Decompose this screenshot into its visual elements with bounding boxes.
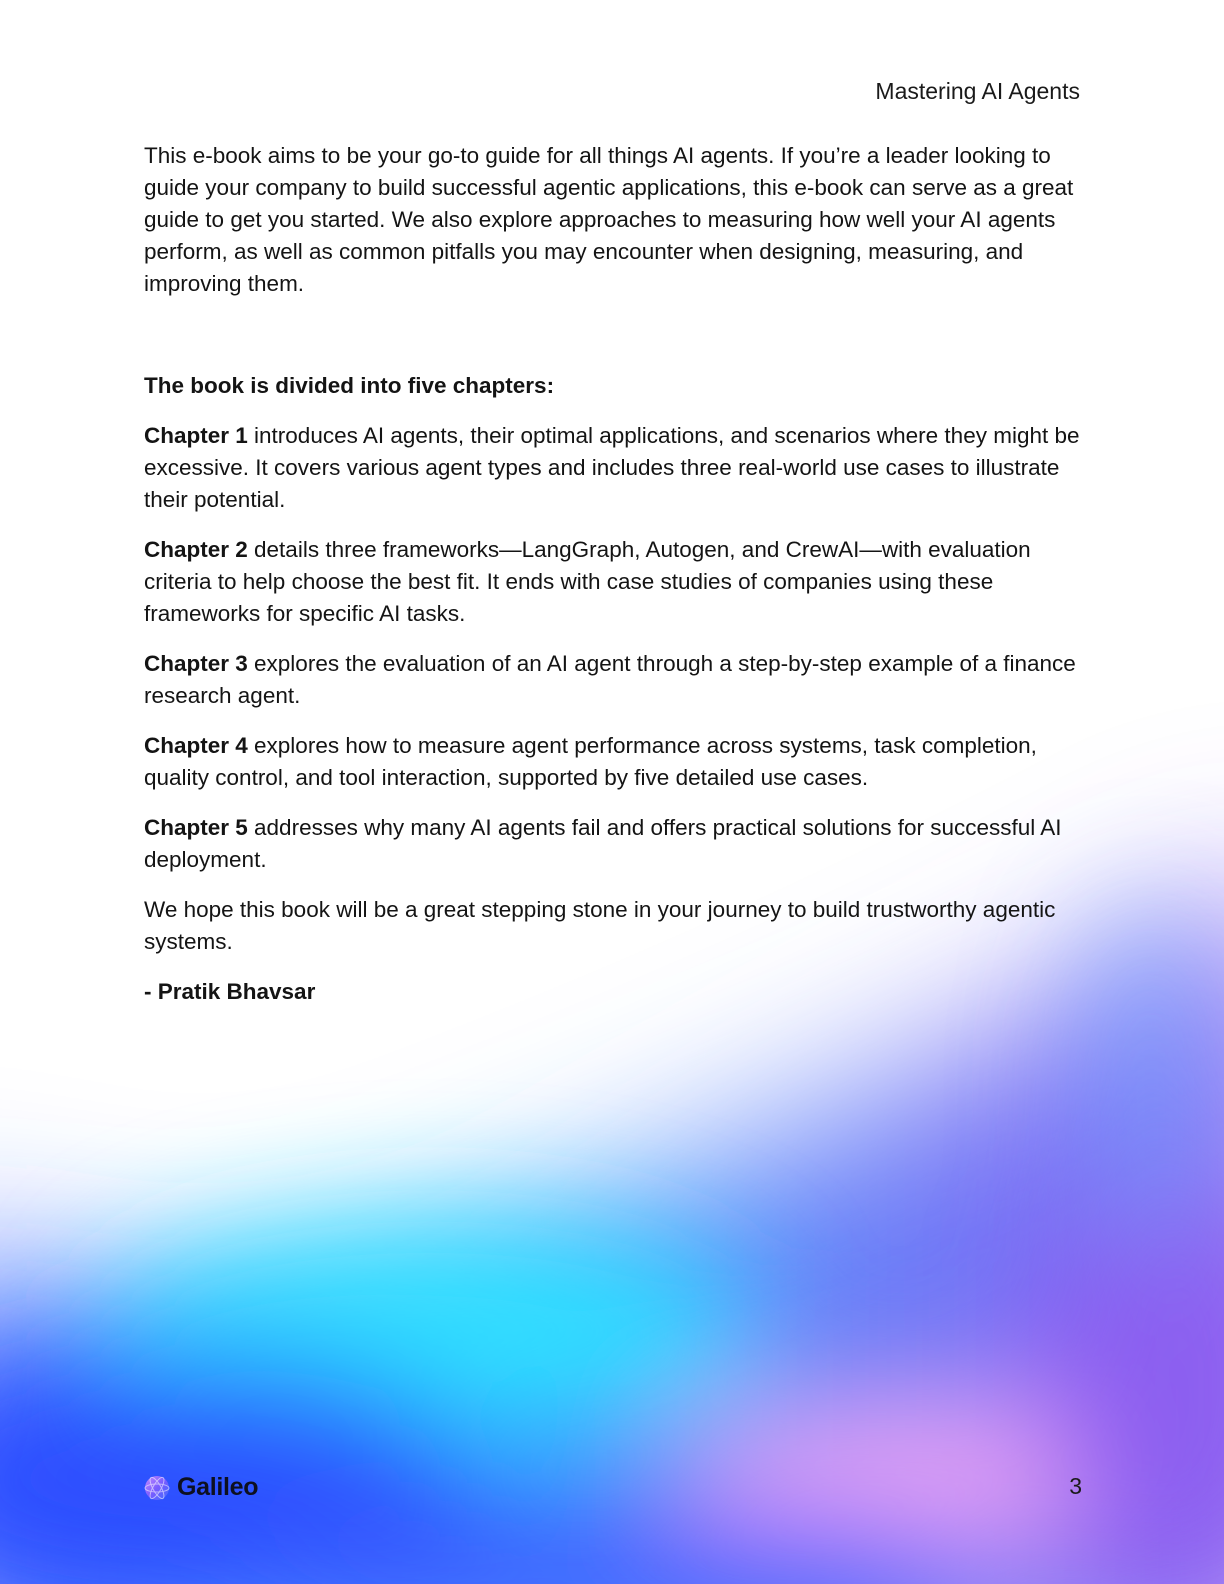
- chapters-heading: The book is divided into five chapters:: [144, 373, 555, 398]
- chapter-3-paragraph: [144, 648, 1080, 712]
- chapter-label: Chapter 1: [144, 423, 248, 448]
- chapter-label: Chapter 3: [144, 651, 248, 676]
- chapter-description: introduces AI agents, their optimal applications, and scenarios where they might be excessive. It covers various agent types and includes three real-world use cases to illustrate their potential.: [144, 423, 1080, 512]
- chapter-label: Chapter 5: [144, 815, 248, 840]
- author-signature: - Pratik Bhavsar: [144, 979, 316, 1004]
- chapter-4-paragraph: [144, 730, 1080, 794]
- chapter-1-paragraph: [144, 420, 1080, 516]
- closing-paragraph: We hope this book will be a great stepping stone in your journey to build trustworthy agentic systems.: [144, 897, 1056, 954]
- brand-name: Galileo: [177, 1473, 259, 1501]
- galileo-logo-icon: [144, 1475, 170, 1501]
- chapter-label: Chapter 4: [144, 733, 248, 758]
- running-header: Mastering AI Agents: [875, 78, 1080, 104]
- chapter-description: explores how to measure agent performance across systems, task completion, quality control, and tool interaction, supported by five detailed use cases.: [144, 733, 1037, 790]
- chapter-label: Chapter 2: [144, 537, 248, 562]
- chapter-5-paragraph: [144, 812, 1080, 876]
- intro-paragraph: This e-book aims to be your go-to guide for all things AI agents. If you’re a leader looking to guide your company to build successful agentic applications, this e-book can serve as a great guide to get you started. We also explore approaches to measuring how well your AI agents perform, as well as common pitfalls you may encounter when designing, measuring, and improving them.: [144, 143, 1074, 296]
- page-number: 3: [1069, 1473, 1082, 1499]
- chapter-description: explores the evaluation of an AI agent through a step-by-step example of a finance research agent.: [144, 651, 1076, 708]
- chapter-description: addresses why many AI agents fail and offers practical solutions for successful AI deployment.: [144, 815, 1062, 872]
- galileo-logo: [144, 1473, 258, 1502]
- main-content: [144, 140, 1080, 1026]
- chapter-2-paragraph: [144, 534, 1080, 630]
- chapter-description: details three frameworks—LangGraph, Autogen, and CrewAI—with evaluation criteria to help choose the best fit. It ends with case studies of companies using these frameworks for specific AI tasks.: [144, 537, 1031, 626]
